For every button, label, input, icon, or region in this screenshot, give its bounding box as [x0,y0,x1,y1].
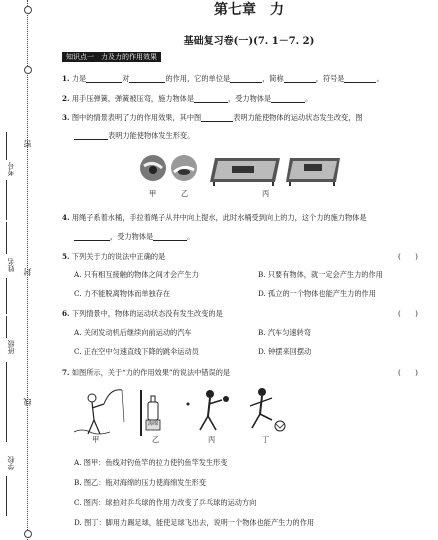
school-label: 学校 [7,456,15,470]
q3-label-jia: 甲 [149,189,157,198]
question-1: 1. 力是 对 的作用，它的单位是 ，简称 ，符号是 。 [62,74,384,83]
school-field[interactable] [6,476,7,516]
binding-ring-icon [24,530,32,538]
page-subtitle: 基础复习卷(一)(7. 1－7. 2) [183,36,315,47]
q5-option-c[interactable]: C. 力不能脱离物体而单独存在 [74,289,171,298]
chapter-title: 第七章 力 [214,2,284,18]
q3-label-yi: 乙 [181,189,189,198]
q3-blank-1[interactable] [201,113,233,122]
q4-blank-2[interactable] [153,232,187,241]
q3-figure [140,150,340,198]
q7-option-c[interactable]: C. 图丙：球拍对乒乓球的作用力改变了乒乓球的运动方向 [74,498,257,507]
q5-option-b[interactable]: B. 只要有物体，就一定会产生力的作用 [258,270,383,279]
name-field-tail [6,278,7,314]
question-5: 5. 下列关于力的说法中正确的是 [62,252,166,261]
q7-answer-box[interactable]: ( ) [398,368,418,377]
q7-option-a[interactable]: A. 图甲：鱼线对钓鱼竿的拉力使钓鱼竿发生形变 [74,458,228,467]
question-4-line-2: ，受力物体是 。 [74,232,194,241]
q7-figure [70,384,300,440]
q3-label-bing: 丙 [262,189,270,198]
name-field[interactable] [6,222,7,254]
question-2: 2. 用手压弹簧，弹簧被压弯，施力物体是 ，受力物体是 。 [62,94,313,103]
binding-ring-icon [24,66,32,74]
q7-option-d[interactable]: D. 图丁：脚用力踢足球，能使足球飞出去，说明一个物体也能产生力的作用 [74,518,315,527]
name-label: 姓名 [7,258,15,272]
section-banner: 知识点一 力及力的作用效果 [62,52,161,62]
q6-option-b[interactable]: B. 汽车匀速转弯 [258,328,311,337]
q6-option-d[interactable]: D. 钟摆来回摆动 [258,347,312,356]
exam-number-field-tail [6,180,7,220]
class-field-tail [6,362,7,442]
question-3-line-2: 表明力能使物体发生形变。 [74,131,194,140]
q1-blank-2[interactable] [129,74,165,83]
q7-label-ding: 丁 [262,435,270,444]
q6-option-a[interactable]: A. 关闭发动机后继续向前运动的汽车 [74,328,192,337]
q1-blank-4[interactable] [284,74,316,83]
q5-option-d[interactable]: D. 孤立的一个物体也能产生力的作用 [258,289,376,298]
q5-option-a[interactable]: A. 只有相互接触的物体之间才会产生力 [74,270,199,279]
q2-blank-2[interactable] [271,94,305,103]
q1-blank-3[interactable] [230,74,262,83]
exam-number-label: 考号 [7,162,15,176]
q6-option-c[interactable]: C. 正在空中匀速直线下降的跳伞运动员 [74,347,199,356]
seal-mark-feng: 封 [23,268,32,276]
seal-mark-xian: 线 [23,398,32,406]
q7-sponge-label: 海绵 [148,421,159,427]
q1-blank-5[interactable] [344,74,376,83]
q5-answer-box[interactable]: ( ) [398,252,418,261]
q7-label-jia: 甲 [92,435,100,444]
question-7: 7. 如图所示，关于“力的作用效果”的说法中错误的是 [62,368,231,377]
q7-label-bing: 丙 [208,435,216,444]
q7-option-b[interactable]: B. 图乙：瓶对海绵的压力使海绵发生形变 [74,478,207,487]
question-4: 4. 用绳子系着水桶，手拉着绳子从井中向上提水，此时水桶受到向上的力，这个力的施力物体是 [62,213,367,222]
q7-label-yi: 乙 [152,435,160,444]
class-field[interactable] [6,316,7,338]
exam-number-field[interactable] [6,132,7,160]
q2-blank-1[interactable] [194,94,228,103]
seal-mark-mi: 密 [23,140,32,148]
question-3: 3. 图中的情景表明了力的作用效果，其中图 表明力能使物体的运动状态发生改变，图 [62,113,363,122]
q3-blank-2[interactable] [74,131,108,140]
q4-blank-1[interactable] [74,232,110,241]
q1-blank-1[interactable] [86,74,122,83]
class-label: 班级 [7,340,15,354]
q6-answer-box[interactable]: ( ) [398,309,418,318]
question-6: 6. 下列情景中，物体的运动状态没有发生改变的是 [62,309,223,318]
